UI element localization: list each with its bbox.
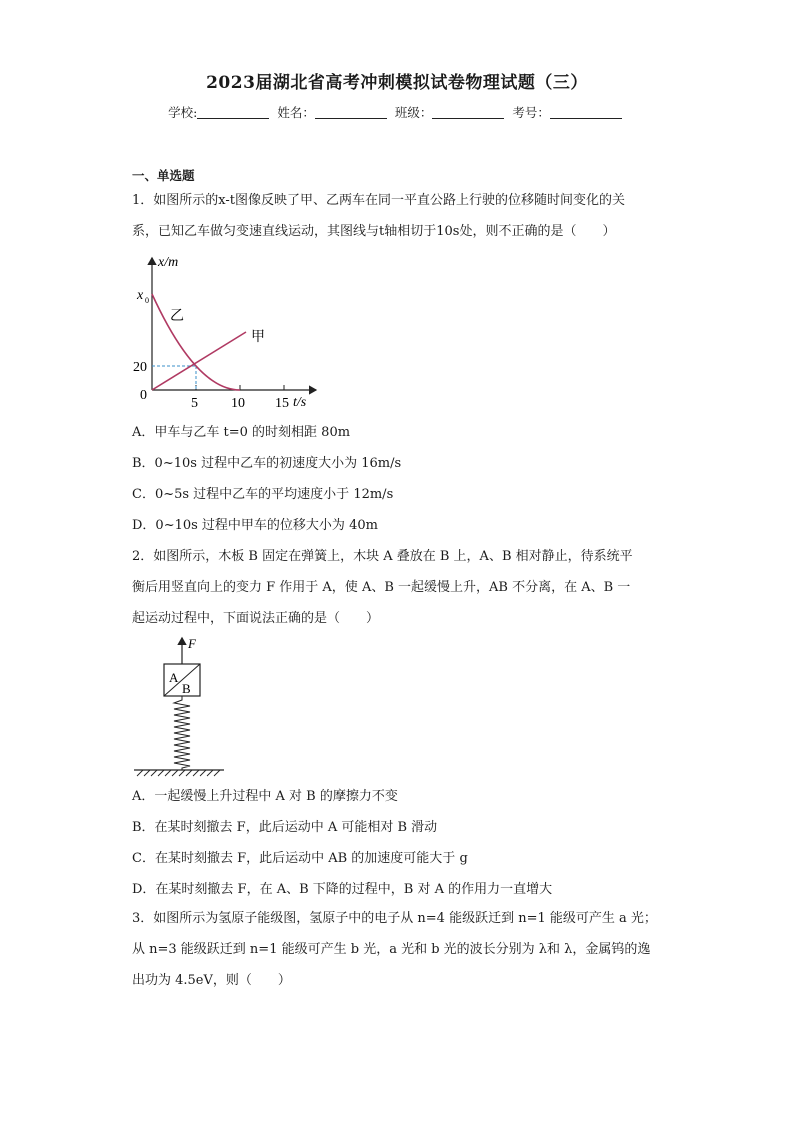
block-a-label: A bbox=[169, 670, 179, 685]
y-tick-20: 20 bbox=[133, 360, 147, 375]
label-jia: 甲 bbox=[251, 330, 265, 345]
q1-stem-line1: 1．如图所示的x-t图像反映了甲、乙两车在同一平直公路上行驶的位移随时间变化的关 bbox=[132, 193, 625, 208]
class-label: 班级： bbox=[394, 105, 433, 120]
section-heading: 一、单选题 bbox=[132, 168, 195, 183]
q3-stem-line2: 从 n=3 能级跃迁到 n=1 能级可产生 b 光，a 光和 b 光的波长分别为 λ和 λ，金属钨的逸 bbox=[132, 942, 651, 957]
q3-stem-line3: 出功为 4.5eV，则（ ） bbox=[132, 973, 291, 988]
x-tick-15: 15 bbox=[275, 396, 289, 411]
x-tick-10: 10 bbox=[231, 396, 245, 411]
q2-option-b: B．在某时刻撤去 F，此后运动中 A 可能相对 B 滑动 bbox=[132, 820, 438, 835]
q3-stem-line1: 3．如图所示为氢原子能级图，氢原子中的电子从 n=4 能级跃迁到 n=1 能级可产生 a 光； bbox=[132, 911, 657, 926]
q2-option-d: D．在某时刻撤去 F，在 A、B 下降的过程中，B 对 A 的作用力一直增大 bbox=[132, 882, 553, 897]
x-axis-label: t/s bbox=[293, 395, 307, 410]
origin-label: 0 bbox=[140, 388, 147, 403]
school-label: 学校: bbox=[168, 105, 198, 120]
number-blank[interactable] bbox=[550, 106, 622, 119]
q1-option-b: B．0~10s 过程中乙车的初速度大小为 16m/s bbox=[132, 456, 402, 471]
x-tick-5: 5 bbox=[191, 396, 198, 411]
series-jia-line bbox=[152, 332, 246, 390]
block-b-label: B bbox=[182, 681, 191, 696]
q2-option-c: C．在某时刻撤去 F，此后运动中 AB 的加速度可能大于 g bbox=[132, 851, 468, 866]
q2-stem-line1: 2．如图所示，木板 B 固定在弹簧上，木块 A 叠放在 B 上，A、B 相对静止，待系统平 bbox=[132, 549, 633, 564]
force-label: F bbox=[188, 636, 196, 651]
class-blank[interactable] bbox=[432, 106, 504, 119]
name-blank[interactable] bbox=[315, 106, 387, 119]
number-label: 考号： bbox=[512, 105, 550, 120]
ground-hatch bbox=[137, 770, 220, 776]
xt-graph bbox=[128, 248, 328, 413]
y-x0-label: x bbox=[137, 288, 144, 303]
name-label: 姓名： bbox=[277, 105, 315, 120]
q2-stem-line2: 衡后用竖直向上的变力 F 作用于 A，使 A、B 一起缓慢上升，AB 不分离，在 A、B 一 bbox=[132, 580, 631, 595]
spring-block-figure bbox=[128, 632, 228, 777]
q2-stem-line3: 起运动过程中，下面说法正确的是（ ） bbox=[132, 611, 380, 626]
series-yi-curve bbox=[152, 294, 240, 390]
q1-option-d: D．0~10s 过程中甲车的位移大小为 40m bbox=[132, 518, 378, 533]
q1-option-c: C．0~5s 过程中乙车的平均速度小于 12m/s bbox=[132, 487, 394, 502]
y-x0-subscript: 0 bbox=[145, 296, 149, 305]
school-blank[interactable] bbox=[197, 106, 269, 119]
spring bbox=[174, 696, 190, 770]
q2-option-a: A．一起缓慢上升过程中 A 对 B 的摩擦力不变 bbox=[132, 789, 398, 804]
y-axis-label: x/m bbox=[158, 255, 179, 270]
q1-stem-line2: 系，已知乙车做匀变速直线运动，其图线与t轴相切于10s处，则不正确的是（ ） bbox=[132, 224, 616, 239]
q1-option-a: A．甲车与乙车 t=0 的时刻相距 80m bbox=[132, 425, 351, 440]
student-info-row bbox=[0, 103, 794, 121]
page-title: 2023届湖北省高考冲刺模拟试卷物理试题（三） bbox=[206, 73, 588, 93]
label-yi: 乙 bbox=[170, 309, 184, 324]
